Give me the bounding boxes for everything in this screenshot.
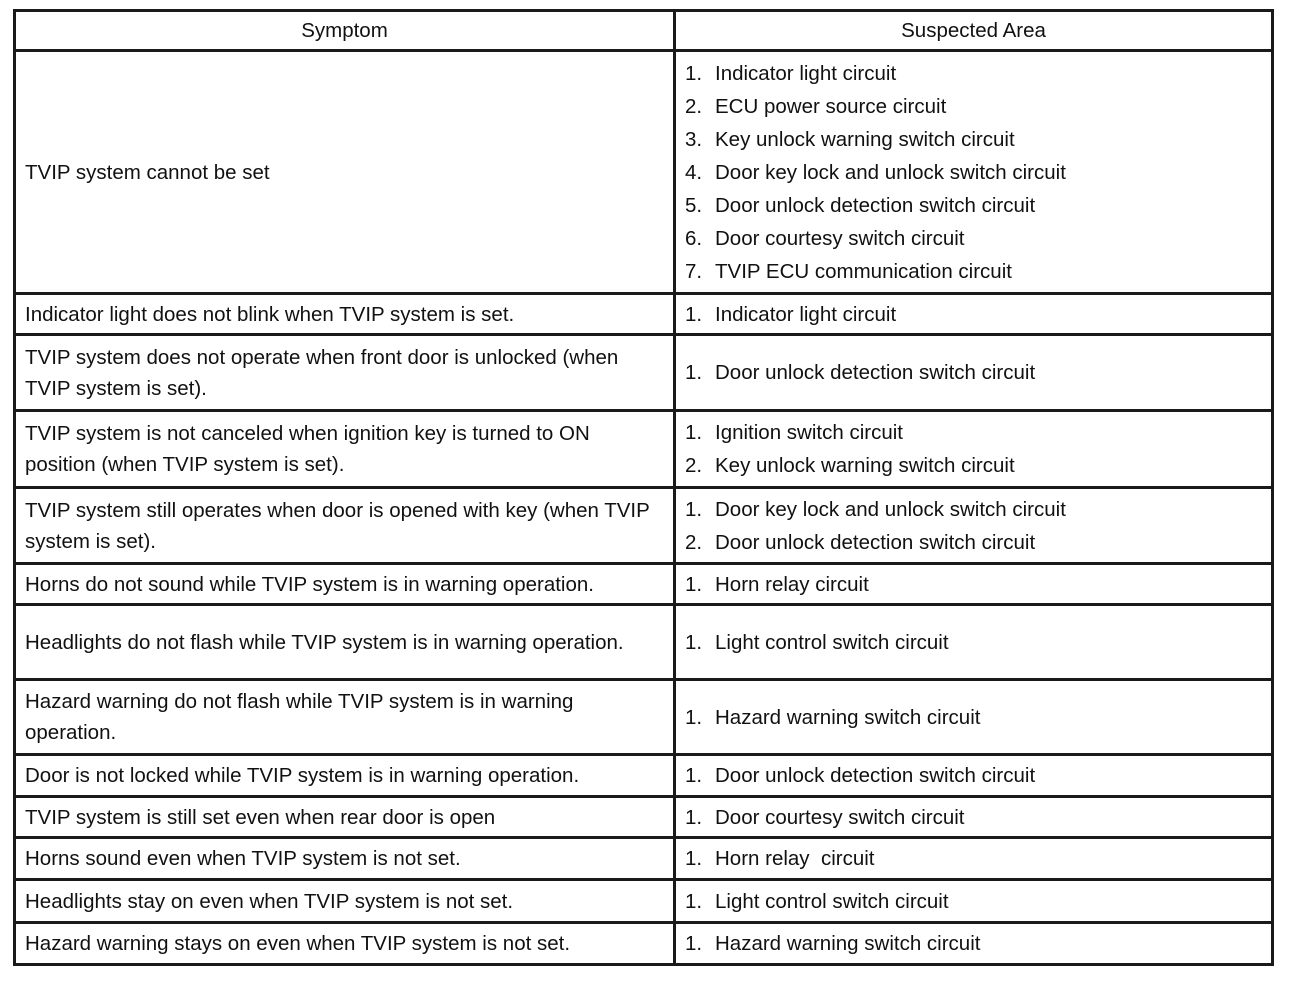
table-row	[15, 880, 1273, 923]
list-item	[685, 526, 1262, 559]
suspected-area-list	[685, 927, 1262, 960]
item-number: 1.	[685, 421, 703, 444]
suspected-area-cell	[675, 838, 1273, 880]
item-text: Door unlock detection switch circuit	[715, 361, 1036, 384]
suspected-area-list	[685, 701, 1262, 734]
list-item	[685, 885, 1262, 918]
item-number: 5.	[685, 193, 703, 217]
item-text: Door key lock and unlock switch circuit	[715, 497, 1066, 521]
list-item	[685, 298, 1262, 331]
list-item	[685, 842, 1262, 875]
symptom-cell	[15, 411, 675, 488]
list-item	[685, 416, 1262, 449]
suspected-area-cell	[675, 880, 1273, 923]
item-number: 6.	[685, 226, 703, 250]
item-text: Key unlock warning switch circuit	[715, 127, 1015, 151]
symptom-cell	[15, 51, 675, 294]
symptom-text: TVIP system is not canceled when ignition key is turned to ON position (when TVIP system is set).	[25, 422, 590, 476]
suspected-area-list	[685, 298, 1262, 331]
suspected-area-cell	[675, 564, 1273, 605]
suspected-area-cell	[675, 797, 1273, 838]
item-number: 1.	[685, 302, 703, 326]
symptom-text: TVIP system is still set even when rear door is open	[25, 805, 496, 829]
item-number: 2.	[685, 530, 703, 554]
symptom-text: TVIP system does not operate when front door is unlocked (when TVIP system is set).	[25, 345, 619, 400]
item-text: Door unlock detection switch circuit	[715, 764, 1036, 787]
suspected-area-header: Suspected Area	[675, 11, 1273, 51]
item-number: 1.	[685, 630, 703, 654]
suspected-area-list	[685, 568, 1262, 601]
symptom-cell	[15, 564, 675, 605]
suspected-area-list	[685, 626, 1262, 659]
item-number: 1.	[685, 847, 703, 870]
suspected-area-cell	[675, 294, 1273, 335]
list-item	[685, 57, 1262, 90]
symptom-text: Horns sound even when TVIP system is not set.	[25, 847, 461, 870]
suspected-area-list	[685, 356, 1262, 389]
suspected-area-cell	[675, 51, 1273, 294]
table-row	[15, 488, 1273, 564]
symptom-cell	[15, 488, 675, 564]
table-row	[15, 335, 1273, 411]
suspected-area-cell	[675, 605, 1273, 680]
list-item	[685, 156, 1262, 189]
suspected-area-cell	[675, 488, 1273, 564]
item-text: Indicator light circuit	[715, 302, 897, 326]
symptom-cell	[15, 605, 675, 680]
symptom-cell	[15, 755, 675, 797]
item-text: Indicator light circuit	[715, 61, 897, 85]
symptom-text: Door is not locked while TVIP system is in warning operation.	[25, 764, 580, 787]
suspected-area-cell	[675, 335, 1273, 411]
table-row	[15, 838, 1273, 880]
table-body	[15, 51, 1273, 965]
item-number: 1.	[685, 705, 703, 729]
table-row	[15, 294, 1273, 335]
symptom-cell	[15, 294, 675, 335]
item-text: Ignition switch circuit	[715, 421, 903, 444]
item-text: Door unlock detection switch circuit	[715, 193, 1036, 217]
item-text: Hazard warning switch circuit	[715, 705, 981, 729]
suspected-area-cell	[675, 923, 1273, 965]
symptom-text: TVIP system cannot be set	[25, 160, 270, 184]
item-text: Door unlock detection switch circuit	[715, 530, 1036, 554]
item-number: 1.	[685, 764, 703, 787]
list-item	[685, 801, 1262, 834]
table-row	[15, 564, 1273, 605]
symptom-text: Hazard warning do not flash while TVIP system is in warning operation.	[25, 690, 574, 744]
item-number: 1.	[685, 932, 703, 955]
suspected-area-list	[685, 493, 1262, 559]
table-row	[15, 680, 1273, 755]
item-number: 2.	[685, 94, 703, 118]
item-number: 1.	[685, 572, 703, 596]
list-item	[685, 449, 1262, 482]
symptom-text: Horns do not sound while TVIP system is in warning operation.	[25, 572, 594, 596]
item-number: 1.	[685, 805, 703, 829]
troubleshooting-table	[13, 9, 1274, 966]
table-row	[15, 51, 1273, 294]
table-row	[15, 797, 1273, 838]
list-item	[685, 568, 1262, 601]
item-text: ECU power source circuit	[715, 94, 947, 118]
suspected-area-list	[685, 57, 1262, 288]
table-row	[15, 923, 1273, 965]
item-text: TVIP ECU communication circuit	[715, 259, 1012, 283]
list-item	[685, 626, 1262, 659]
suspected-area-cell	[675, 411, 1273, 488]
symptom-cell	[15, 880, 675, 923]
symptom-cell	[15, 335, 675, 411]
item-text: Horn relay circuit	[715, 572, 869, 596]
item-text: Door courtesy switch circuit	[715, 805, 965, 829]
table-row	[15, 755, 1273, 797]
item-text: Door courtesy switch circuit	[715, 226, 965, 250]
item-text: Hazard warning switch circuit	[715, 932, 981, 955]
item-text: Light control switch circuit	[715, 889, 949, 913]
list-item	[685, 701, 1262, 734]
symptom-cell	[15, 797, 675, 838]
item-number: 4.	[685, 160, 703, 184]
list-item	[685, 493, 1262, 526]
list-item	[685, 90, 1262, 123]
item-number: 7.	[685, 259, 703, 283]
item-text: Horn relay circuit	[715, 847, 875, 870]
suspected-area-list	[685, 759, 1262, 792]
symptom-text: TVIP system still operates when door is opened with key (when TVIP system is set).	[25, 498, 650, 553]
suspected-area-list	[685, 416, 1262, 482]
table-row	[15, 605, 1273, 680]
suspected-area-cell	[675, 755, 1273, 797]
symptom-text: Hazard warning stays on even when TVIP system is not set.	[25, 932, 571, 955]
item-number: 1.	[685, 61, 703, 85]
header-row	[15, 11, 1273, 51]
item-number: 1.	[685, 361, 703, 384]
suspected-area-cell	[675, 680, 1273, 755]
symptom-text: Indicator light does not blink when TVIP system is set.	[25, 302, 515, 326]
table-row	[15, 411, 1273, 488]
list-item	[685, 255, 1262, 288]
list-item	[685, 927, 1262, 960]
item-number: 1.	[685, 889, 703, 913]
symptom-cell	[15, 923, 675, 965]
item-number: 2.	[685, 454, 703, 477]
item-text: Door key lock and unlock switch circuit	[715, 160, 1066, 184]
item-number: 1.	[685, 497, 703, 521]
symptom-cell	[15, 838, 675, 880]
symptom-cell	[15, 680, 675, 755]
list-item	[685, 356, 1262, 389]
item-number: 3.	[685, 127, 703, 151]
symptom-header: Symptom	[15, 11, 675, 51]
item-text: Key unlock warning switch circuit	[715, 454, 1015, 477]
symptom-text: Headlights stay on even when TVIP system is not set.	[25, 889, 514, 913]
suspected-area-list	[685, 801, 1262, 834]
suspected-area-list	[685, 842, 1262, 875]
list-item	[685, 759, 1262, 792]
suspected-area-list	[685, 885, 1262, 918]
list-item	[685, 189, 1262, 222]
list-item	[685, 222, 1262, 255]
symptom-text: Headlights do not flash while TVIP system is in warning operation.	[25, 630, 624, 654]
list-item	[685, 123, 1262, 156]
item-text: Light control switch circuit	[715, 630, 949, 654]
